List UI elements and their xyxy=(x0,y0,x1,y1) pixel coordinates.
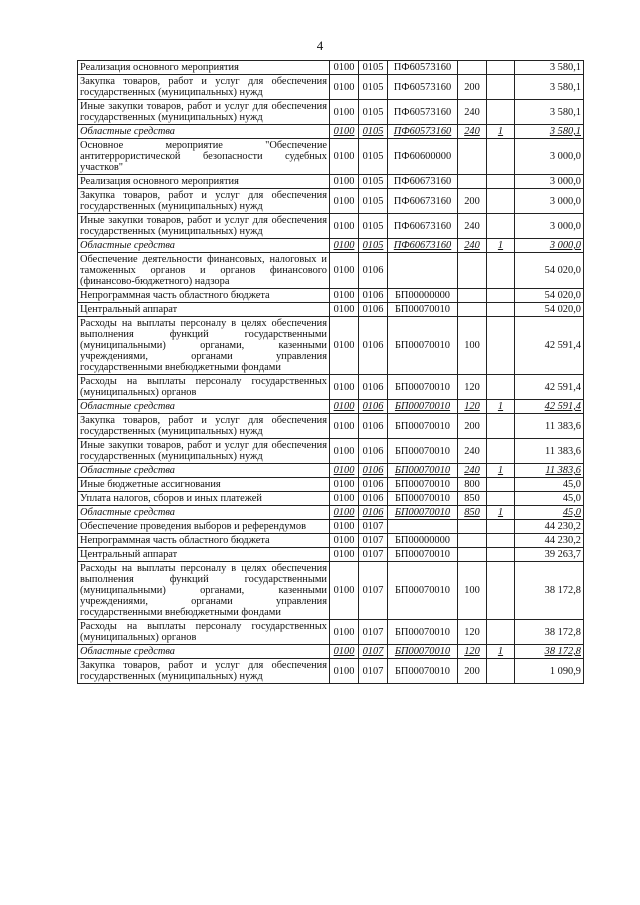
subsection-code: 0105 xyxy=(359,189,388,214)
section-code: 0100 xyxy=(330,317,359,375)
amount: 11 383,6 xyxy=(515,414,584,439)
target-article-code: БП00070010 xyxy=(388,478,458,492)
row-name: Иные закупки товаров, работ и услуг для обеспечения государственных (муниципальных) нужд xyxy=(78,100,330,125)
subsection-code: 0106 xyxy=(359,303,388,317)
table-row xyxy=(78,175,584,189)
expense-type-code: 240 xyxy=(458,439,487,464)
target-article-code: ПФ60673160 xyxy=(388,214,458,239)
expense-type-code xyxy=(458,534,487,548)
subsection-code: 0107 xyxy=(359,562,388,620)
subsection-code: 0107 xyxy=(359,534,388,548)
row-name: Реализация основного мероприятия xyxy=(78,61,330,75)
source-mark: 1 xyxy=(487,125,515,139)
section-code: 0100 xyxy=(330,139,359,175)
table-row xyxy=(78,61,584,75)
target-article-code xyxy=(388,253,458,289)
expense-type-code: 200 xyxy=(458,659,487,684)
subsection-code: 0106 xyxy=(359,506,388,520)
subsection-code: 0107 xyxy=(359,548,388,562)
table-row xyxy=(78,139,584,175)
amount: 44 230,2 xyxy=(515,520,584,534)
amount: 3 580,1 xyxy=(515,125,584,139)
section-code: 0100 xyxy=(330,125,359,139)
source-mark xyxy=(487,478,515,492)
table-row xyxy=(78,645,584,659)
row-name: Расходы на выплаты персоналу в целях обеспечения выполнения функций государственными (муниципальными) органами, казенными учреждениями, органами управления государственными внебюджетными фондами xyxy=(78,317,330,375)
expense-type-code: 100 xyxy=(458,562,487,620)
section-code: 0100 xyxy=(330,61,359,75)
table-row xyxy=(78,414,584,439)
section-code: 0100 xyxy=(330,506,359,520)
source-mark xyxy=(487,139,515,175)
section-code: 0100 xyxy=(330,175,359,189)
target-article-code: БП00070010 xyxy=(388,620,458,645)
amount: 44 230,2 xyxy=(515,534,584,548)
subsection-code: 0105 xyxy=(359,139,388,175)
row-name: Центральный аппарат xyxy=(78,548,330,562)
amount: 3 000,0 xyxy=(515,189,584,214)
row-name: Расходы на выплаты персоналу государственных (муниципальных) органов xyxy=(78,620,330,645)
source-mark xyxy=(487,620,515,645)
row-name: Центральный аппарат xyxy=(78,303,330,317)
target-article-code: БП00070010 xyxy=(388,439,458,464)
row-name: Областные средства xyxy=(78,400,330,414)
target-article-code: БП00070010 xyxy=(388,464,458,478)
subsection-code: 0106 xyxy=(359,317,388,375)
expense-type-code: 240 xyxy=(458,464,487,478)
amount: 3 580,1 xyxy=(515,75,584,100)
amount: 42 591,4 xyxy=(515,317,584,375)
table-row xyxy=(78,620,584,645)
row-name: Областные средства xyxy=(78,125,330,139)
table-row xyxy=(78,239,584,253)
table-row xyxy=(78,75,584,100)
subsection-code: 0106 xyxy=(359,439,388,464)
amount: 38 172,8 xyxy=(515,620,584,645)
subsection-code: 0105 xyxy=(359,214,388,239)
table-row xyxy=(78,506,584,520)
expense-type-code: 240 xyxy=(458,239,487,253)
amount: 54 020,0 xyxy=(515,289,584,303)
amount: 54 020,0 xyxy=(515,253,584,289)
row-name: Областные средства xyxy=(78,464,330,478)
source-mark xyxy=(487,534,515,548)
target-article-code: ПФ60673160 xyxy=(388,189,458,214)
amount: 1 090,9 xyxy=(515,659,584,684)
source-mark: 1 xyxy=(487,239,515,253)
source-mark: 1 xyxy=(487,464,515,478)
table-row xyxy=(78,548,584,562)
expense-type-code: 240 xyxy=(458,214,487,239)
expense-type-code: 850 xyxy=(458,492,487,506)
row-name: Закупка товаров, работ и услуг для обеспечения государственных (муниципальных) нужд xyxy=(78,75,330,100)
table-row xyxy=(78,375,584,400)
row-name: Иные закупки товаров, работ и услуг для обеспечения государственных (муниципальных) нужд xyxy=(78,214,330,239)
subsection-code: 0105 xyxy=(359,75,388,100)
subsection-code: 0106 xyxy=(359,289,388,303)
amount: 42 591,4 xyxy=(515,400,584,414)
row-name: Непрограммная часть областного бюджета xyxy=(78,289,330,303)
table-row xyxy=(78,289,584,303)
target-article-code: БП00070010 xyxy=(388,317,458,375)
target-article-code: БП00070010 xyxy=(388,562,458,620)
amount: 3 580,1 xyxy=(515,100,584,125)
section-code: 0100 xyxy=(330,303,359,317)
expense-type-code: 120 xyxy=(458,620,487,645)
source-mark: 1 xyxy=(487,506,515,520)
expense-type-code xyxy=(458,548,487,562)
section-code: 0100 xyxy=(330,645,359,659)
subsection-code: 0106 xyxy=(359,492,388,506)
target-article-code: БП00070010 xyxy=(388,506,458,520)
section-code: 0100 xyxy=(330,520,359,534)
budget-table xyxy=(77,60,584,684)
section-code: 0100 xyxy=(330,214,359,239)
table-row xyxy=(78,400,584,414)
target-article-code: БП00070010 xyxy=(388,659,458,684)
row-name: Уплата налогов, сборов и иных платежей xyxy=(78,492,330,506)
target-article-code: БП00070010 xyxy=(388,492,458,506)
row-name: Закупка товаров, работ и услуг для обеспечения государственных (муниципальных) нужд xyxy=(78,414,330,439)
table-row xyxy=(78,659,584,684)
row-name: Закупка товаров, работ и услуг для обеспечения государственных (муниципальных) нужд xyxy=(78,659,330,684)
page-number: 4 xyxy=(316,38,324,53)
amount: 54 020,0 xyxy=(515,303,584,317)
source-mark xyxy=(487,189,515,214)
expense-type-code xyxy=(458,289,487,303)
section-code: 0100 xyxy=(330,492,359,506)
table-row xyxy=(78,253,584,289)
section-code: 0100 xyxy=(330,414,359,439)
table-row xyxy=(78,214,584,239)
subsection-code: 0105 xyxy=(359,175,388,189)
target-article-code: ПФ60573160 xyxy=(388,100,458,125)
section-code: 0100 xyxy=(330,548,359,562)
section-code: 0100 xyxy=(330,75,359,100)
source-mark xyxy=(487,548,515,562)
section-code: 0100 xyxy=(330,562,359,620)
amount: 3 000,0 xyxy=(515,214,584,239)
table-row xyxy=(78,125,584,139)
subsection-code: 0105 xyxy=(359,61,388,75)
expense-type-code xyxy=(458,61,487,75)
expense-type-code: 120 xyxy=(458,400,487,414)
source-mark xyxy=(487,253,515,289)
table-row xyxy=(78,464,584,478)
source-mark xyxy=(487,317,515,375)
subsection-code: 0106 xyxy=(359,478,388,492)
target-article-code: БП00070010 xyxy=(388,414,458,439)
target-article-code: БП00000000 xyxy=(388,534,458,548)
source-mark xyxy=(487,414,515,439)
amount: 11 383,6 xyxy=(515,464,584,478)
target-article-code: ПФ60673160 xyxy=(388,175,458,189)
table-row xyxy=(78,492,584,506)
source-mark xyxy=(487,492,515,506)
section-code: 0100 xyxy=(330,239,359,253)
expense-type-code xyxy=(458,253,487,289)
row-name: Иные бюджетные ассигнования xyxy=(78,478,330,492)
row-name: Непрограммная часть областного бюджета xyxy=(78,534,330,548)
amount: 3 000,0 xyxy=(515,175,584,189)
amount: 45,0 xyxy=(515,478,584,492)
section-code: 0100 xyxy=(330,253,359,289)
target-article-code xyxy=(388,520,458,534)
expense-type-code: 240 xyxy=(458,125,487,139)
row-name: Расходы на выплаты персоналу в целях обеспечения выполнения функций государственными (муниципальными) органами, казенными учреждениями, органами управления государственными внебюджетными фондами xyxy=(78,562,330,620)
table-row xyxy=(78,317,584,375)
target-article-code: ПФ60673160 xyxy=(388,239,458,253)
target-article-code: ПФ60600000 xyxy=(388,139,458,175)
target-article-code: ПФ60573160 xyxy=(388,75,458,100)
row-name: Областные средства xyxy=(78,239,330,253)
source-mark: 1 xyxy=(487,645,515,659)
table-row xyxy=(78,439,584,464)
subsection-code: 0105 xyxy=(359,125,388,139)
expense-type-code: 120 xyxy=(458,645,487,659)
source-mark xyxy=(487,100,515,125)
source-mark xyxy=(487,659,515,684)
target-article-code: БП00070010 xyxy=(388,548,458,562)
expense-type-code xyxy=(458,520,487,534)
source-mark xyxy=(487,375,515,400)
row-name: Расходы на выплаты персоналу государственных (муниципальных) органов xyxy=(78,375,330,400)
amount: 38 172,8 xyxy=(515,562,584,620)
section-code: 0100 xyxy=(330,464,359,478)
target-article-code: БП00070010 xyxy=(388,303,458,317)
amount: 42 591,4 xyxy=(515,375,584,400)
subsection-code: 0106 xyxy=(359,414,388,439)
section-code: 0100 xyxy=(330,289,359,303)
target-article-code: БП00070010 xyxy=(388,645,458,659)
table-row xyxy=(78,303,584,317)
row-name: Закупка товаров, работ и услуг для обеспечения государственных (муниципальных) нужд xyxy=(78,189,330,214)
target-article-code: БП00070010 xyxy=(388,375,458,400)
subsection-code: 0107 xyxy=(359,659,388,684)
source-mark xyxy=(487,439,515,464)
table-row xyxy=(78,562,584,620)
row-name: Основное мероприятие "Обеспечение антитеррористической безопасности судебных участков" xyxy=(78,139,330,175)
expense-type-code: 200 xyxy=(458,414,487,439)
source-mark xyxy=(487,289,515,303)
expense-type-code: 200 xyxy=(458,75,487,100)
subsection-code: 0106 xyxy=(359,400,388,414)
amount: 3 000,0 xyxy=(515,239,584,253)
amount: 45,0 xyxy=(515,506,584,520)
source-mark xyxy=(487,303,515,317)
section-code: 0100 xyxy=(330,620,359,645)
row-name: Иные закупки товаров, работ и услуг для обеспечения государственных (муниципальных) нужд xyxy=(78,439,330,464)
target-article-code: ПФ60573160 xyxy=(388,61,458,75)
row-name: Областные средства xyxy=(78,506,330,520)
amount: 39 263,7 xyxy=(515,548,584,562)
table-row xyxy=(78,520,584,534)
section-code: 0100 xyxy=(330,400,359,414)
expense-type-code: 200 xyxy=(458,189,487,214)
amount: 38 172,8 xyxy=(515,645,584,659)
target-article-code: ПФ60573160 xyxy=(388,125,458,139)
subsection-code: 0106 xyxy=(359,464,388,478)
section-code: 0100 xyxy=(330,100,359,125)
expense-type-code: 240 xyxy=(458,100,487,125)
section-code: 0100 xyxy=(330,375,359,400)
budget-rows xyxy=(78,61,584,684)
source-mark xyxy=(487,214,515,239)
section-code: 0100 xyxy=(330,478,359,492)
amount: 3 580,1 xyxy=(515,61,584,75)
row-name: Обеспечение проведения выборов и референдумов xyxy=(78,520,330,534)
subsection-code: 0105 xyxy=(359,100,388,125)
section-code: 0100 xyxy=(330,534,359,548)
row-name: Областные средства xyxy=(78,645,330,659)
source-mark xyxy=(487,75,515,100)
expense-type-code xyxy=(458,139,487,175)
subsection-code: 0106 xyxy=(359,375,388,400)
source-mark xyxy=(487,61,515,75)
subsection-code: 0107 xyxy=(359,520,388,534)
table-row xyxy=(78,189,584,214)
source-mark xyxy=(487,562,515,620)
expense-type-code: 120 xyxy=(458,375,487,400)
expense-type-code: 800 xyxy=(458,478,487,492)
section-code: 0100 xyxy=(330,439,359,464)
expense-type-code: 850 xyxy=(458,506,487,520)
expense-type-code xyxy=(458,303,487,317)
source-mark xyxy=(487,520,515,534)
row-name: Обеспечение деятельности финансовых, налоговых и таможенных органов и органов финансового (финансово-бюджетного) надзора xyxy=(78,253,330,289)
subsection-code: 0106 xyxy=(359,253,388,289)
target-article-code: БП00070010 xyxy=(388,400,458,414)
amount: 45,0 xyxy=(515,492,584,506)
row-name: Реализация основного мероприятия xyxy=(78,175,330,189)
subsection-code: 0107 xyxy=(359,620,388,645)
section-code: 0100 xyxy=(330,659,359,684)
amount: 11 383,6 xyxy=(515,439,584,464)
subsection-code: 0105 xyxy=(359,239,388,253)
source-mark: 1 xyxy=(487,400,515,414)
amount: 3 000,0 xyxy=(515,139,584,175)
table-row xyxy=(78,478,584,492)
target-article-code: БП00000000 xyxy=(388,289,458,303)
subsection-code: 0107 xyxy=(359,645,388,659)
table-row xyxy=(78,100,584,125)
table-row xyxy=(78,534,584,548)
source-mark xyxy=(487,175,515,189)
expense-type-code: 100 xyxy=(458,317,487,375)
section-code: 0100 xyxy=(330,189,359,214)
expense-type-code xyxy=(458,175,487,189)
